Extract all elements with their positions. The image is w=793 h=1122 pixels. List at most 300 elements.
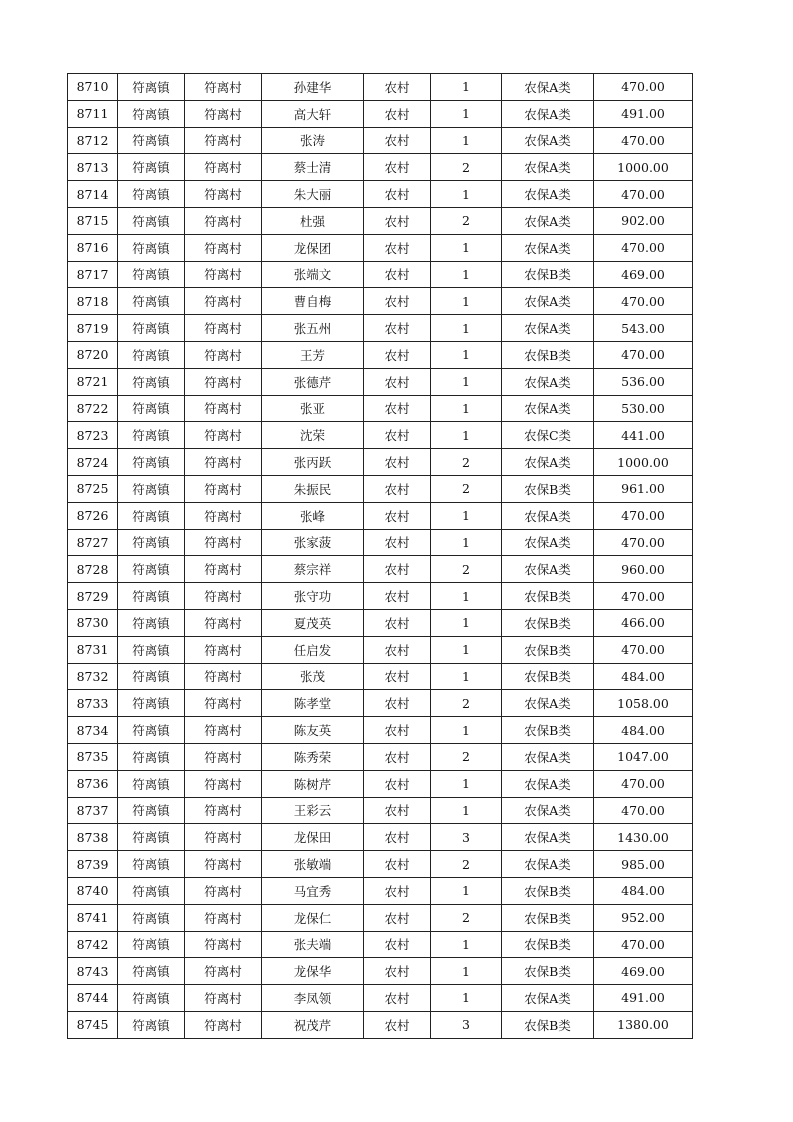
category-cell: 农保B类 [502,261,594,288]
category-cell: 农保A类 [502,851,594,878]
amount-cell: 470.00 [594,127,693,154]
row-number-cell: 8719 [68,315,118,342]
name-cell: 张家菠 [262,529,364,556]
row-number-cell: 8713 [68,154,118,181]
row-number-cell: 8727 [68,529,118,556]
area-type-cell: 农村 [364,851,431,878]
category-cell: 农保A类 [502,315,594,342]
amount-cell: 484.00 [594,663,693,690]
town-cell: 符离镇 [118,609,185,636]
amount-cell: 470.00 [594,234,693,261]
household-count-cell: 1 [431,288,502,315]
row-number-cell: 8737 [68,797,118,824]
row-number-cell: 8740 [68,877,118,904]
name-cell: 任启发 [262,636,364,663]
row-number-cell: 8717 [68,261,118,288]
table-row [68,931,693,958]
category-cell: 农保A类 [502,824,594,851]
town-cell: 符离镇 [118,636,185,663]
town-cell: 符离镇 [118,690,185,717]
amount-cell: 470.00 [594,341,693,368]
table-row [68,583,693,610]
area-type-cell: 农村 [364,717,431,744]
amount-cell: 491.00 [594,985,693,1012]
town-cell: 符离镇 [118,583,185,610]
village-cell: 符离村 [185,100,262,127]
amount-cell: 469.00 [594,261,693,288]
category-cell: 农保B类 [502,341,594,368]
village-cell: 符离村 [185,315,262,342]
row-number-cell: 8721 [68,368,118,395]
area-type-cell: 农村 [364,797,431,824]
household-count-cell: 1 [431,395,502,422]
name-cell: 张守功 [262,583,364,610]
name-cell: 蔡宗祥 [262,556,364,583]
amount-cell: 470.00 [594,770,693,797]
town-cell: 符离镇 [118,181,185,208]
name-cell: 龙保田 [262,824,364,851]
name-cell: 孙建华 [262,74,364,101]
area-type-cell: 农村 [364,931,431,958]
amount-cell: 470.00 [594,529,693,556]
town-cell: 符离镇 [118,100,185,127]
household-count-cell: 1 [431,609,502,636]
name-cell: 张峰 [262,502,364,529]
row-number-cell: 8745 [68,1011,118,1038]
row-number-cell: 8711 [68,100,118,127]
name-cell: 龙保团 [262,234,364,261]
table-row [68,502,693,529]
row-number-cell: 8744 [68,985,118,1012]
name-cell: 李凤领 [262,985,364,1012]
area-type-cell: 农村 [364,422,431,449]
row-number-cell: 8725 [68,475,118,502]
category-cell: 农保A类 [502,529,594,556]
area-type-cell: 农村 [364,261,431,288]
table-row [68,1011,693,1038]
row-number-cell: 8722 [68,395,118,422]
area-type-cell: 农村 [364,74,431,101]
category-cell: 农保A类 [502,395,594,422]
table-row [68,851,693,878]
village-cell: 符离村 [185,877,262,904]
amount-cell: 1047.00 [594,743,693,770]
name-cell: 龙保仁 [262,904,364,931]
household-count-cell: 2 [431,690,502,717]
category-cell: 农保A类 [502,449,594,476]
category-cell: 农保B类 [502,904,594,931]
table-row [68,422,693,449]
household-count-cell: 1 [431,663,502,690]
row-number-cell: 8723 [68,422,118,449]
area-type-cell: 农村 [364,583,431,610]
village-cell: 符离村 [185,690,262,717]
household-count-cell: 2 [431,556,502,583]
category-cell: 农保B类 [502,877,594,904]
amount-cell: 470.00 [594,181,693,208]
category-cell: 农保A类 [502,797,594,824]
amount-cell: 441.00 [594,422,693,449]
amount-cell: 1430.00 [594,824,693,851]
village-cell: 符离村 [185,368,262,395]
category-cell: 农保A类 [502,207,594,234]
village-cell: 符离村 [185,154,262,181]
town-cell: 符离镇 [118,127,185,154]
table-row [68,824,693,851]
name-cell: 张涛 [262,127,364,154]
amount-cell: 470.00 [594,74,693,101]
area-type-cell: 农村 [364,368,431,395]
area-type-cell: 农村 [364,315,431,342]
town-cell: 符离镇 [118,663,185,690]
household-count-cell: 1 [431,770,502,797]
name-cell: 张丙跃 [262,449,364,476]
area-type-cell: 农村 [364,288,431,315]
village-cell: 符离村 [185,529,262,556]
town-cell: 符离镇 [118,743,185,770]
household-count-cell: 1 [431,315,502,342]
town-cell: 符离镇 [118,261,185,288]
name-cell: 曹自梅 [262,288,364,315]
category-cell: 农保B类 [502,958,594,985]
category-cell: 农保A类 [502,127,594,154]
village-cell: 符离村 [185,74,262,101]
name-cell: 陈友英 [262,717,364,744]
household-count-cell: 1 [431,422,502,449]
area-type-cell: 农村 [364,877,431,904]
household-count-cell: 3 [431,1011,502,1038]
category-cell: 农保A类 [502,743,594,770]
row-number-cell: 8726 [68,502,118,529]
village-cell: 符离村 [185,395,262,422]
village-cell: 符离村 [185,1011,262,1038]
town-cell: 符离镇 [118,315,185,342]
village-cell: 符离村 [185,556,262,583]
row-number-cell: 8714 [68,181,118,208]
amount-cell: 530.00 [594,395,693,422]
name-cell: 王芳 [262,341,364,368]
household-count-cell: 3 [431,824,502,851]
household-count-cell: 1 [431,181,502,208]
category-cell: 农保B类 [502,475,594,502]
town-cell: 符离镇 [118,851,185,878]
table-row [68,449,693,476]
amount-cell: 470.00 [594,636,693,663]
amount-cell: 491.00 [594,100,693,127]
town-cell: 符离镇 [118,422,185,449]
row-number-cell: 8734 [68,717,118,744]
table-row [68,904,693,931]
amount-cell: 1000.00 [594,449,693,476]
name-cell: 陈孝堂 [262,690,364,717]
village-cell: 符离村 [185,207,262,234]
area-type-cell: 农村 [364,985,431,1012]
category-cell: 农保B类 [502,663,594,690]
area-type-cell: 农村 [364,127,431,154]
category-cell: 农保A类 [502,74,594,101]
name-cell: 高大轩 [262,100,364,127]
village-cell: 符离村 [185,743,262,770]
amount-cell: 470.00 [594,502,693,529]
name-cell: 张茂 [262,663,364,690]
household-count-cell: 1 [431,234,502,261]
town-cell: 符离镇 [118,717,185,744]
category-cell: 农保A类 [502,288,594,315]
row-number-cell: 8741 [68,904,118,931]
amount-cell: 543.00 [594,315,693,342]
household-count-cell: 2 [431,475,502,502]
area-type-cell: 农村 [364,824,431,851]
area-type-cell: 农村 [364,770,431,797]
row-number-cell: 8715 [68,207,118,234]
amount-cell: 470.00 [594,931,693,958]
row-number-cell: 8743 [68,958,118,985]
table-row [68,690,693,717]
name-cell: 陈秀荣 [262,743,364,770]
row-number-cell: 8730 [68,609,118,636]
household-count-cell: 1 [431,341,502,368]
village-cell: 符离村 [185,931,262,958]
table-row [68,717,693,744]
category-cell: 农保A类 [502,690,594,717]
amount-cell: 484.00 [594,717,693,744]
household-count-cell: 1 [431,261,502,288]
town-cell: 符离镇 [118,368,185,395]
household-count-cell: 2 [431,743,502,770]
village-cell: 符离村 [185,127,262,154]
category-cell: 农保A类 [502,368,594,395]
name-cell: 龙保华 [262,958,364,985]
table-row [68,127,693,154]
amount-cell: 1380.00 [594,1011,693,1038]
category-cell: 农保A类 [502,556,594,583]
row-number-cell: 8710 [68,74,118,101]
name-cell: 张五州 [262,315,364,342]
area-type-cell: 农村 [364,234,431,261]
household-count-cell: 2 [431,207,502,234]
category-cell: 农保A类 [502,234,594,261]
town-cell: 符离镇 [118,931,185,958]
village-cell: 符离村 [185,851,262,878]
village-cell: 符离村 [185,770,262,797]
town-cell: 符离镇 [118,904,185,931]
table-row [68,100,693,127]
town-cell: 符离镇 [118,154,185,181]
table-row [68,609,693,636]
name-cell: 马宜秀 [262,877,364,904]
amount-cell: 961.00 [594,475,693,502]
row-number-cell: 8739 [68,851,118,878]
table-row [68,770,693,797]
table-row [68,368,693,395]
name-cell: 祝茂芹 [262,1011,364,1038]
village-cell: 符离村 [185,609,262,636]
amount-cell: 952.00 [594,904,693,931]
household-count-cell: 1 [431,797,502,824]
town-cell: 符离镇 [118,288,185,315]
village-cell: 符离村 [185,797,262,824]
village-cell: 符离村 [185,583,262,610]
town-cell: 符离镇 [118,475,185,502]
amount-cell: 536.00 [594,368,693,395]
amount-cell: 1058.00 [594,690,693,717]
table-row [68,636,693,663]
area-type-cell: 农村 [364,636,431,663]
row-number-cell: 8728 [68,556,118,583]
amount-cell: 470.00 [594,797,693,824]
table-row [68,395,693,422]
village-cell: 符离村 [185,341,262,368]
category-cell: 农保B类 [502,609,594,636]
area-type-cell: 农村 [364,207,431,234]
area-type-cell: 农村 [364,743,431,770]
household-count-cell: 1 [431,368,502,395]
area-type-cell: 农村 [364,690,431,717]
name-cell: 张夫端 [262,931,364,958]
table-row [68,181,693,208]
category-cell: 农保C类 [502,422,594,449]
amount-cell: 484.00 [594,877,693,904]
row-number-cell: 8718 [68,288,118,315]
area-type-cell: 农村 [364,663,431,690]
row-number-cell: 8712 [68,127,118,154]
row-number-cell: 8733 [68,690,118,717]
name-cell: 沈荣 [262,422,364,449]
table-row [68,74,693,101]
household-count-cell: 1 [431,958,502,985]
household-count-cell: 1 [431,931,502,958]
area-type-cell: 农村 [364,556,431,583]
table-row [68,261,693,288]
town-cell: 符离镇 [118,502,185,529]
town-cell: 符离镇 [118,234,185,261]
area-type-cell: 农村 [364,154,431,181]
category-cell: 农保B类 [502,636,594,663]
name-cell: 张亚 [262,395,364,422]
household-count-cell: 1 [431,636,502,663]
row-number-cell: 8720 [68,341,118,368]
household-count-cell: 2 [431,904,502,931]
amount-cell: 469.00 [594,958,693,985]
household-count-cell: 1 [431,717,502,744]
data-table [67,73,693,1039]
amount-cell: 470.00 [594,288,693,315]
village-cell: 符离村 [185,502,262,529]
table-row [68,341,693,368]
row-number-cell: 8729 [68,583,118,610]
village-cell: 符离村 [185,234,262,261]
village-cell: 符离村 [185,449,262,476]
town-cell: 符离镇 [118,395,185,422]
table-row [68,797,693,824]
table-row [68,154,693,181]
row-number-cell: 8738 [68,824,118,851]
table-row [68,985,693,1012]
category-cell: 农保A类 [502,770,594,797]
village-cell: 符离村 [185,958,262,985]
row-number-cell: 8732 [68,663,118,690]
row-number-cell: 8735 [68,743,118,770]
amount-cell: 902.00 [594,207,693,234]
village-cell: 符离村 [185,663,262,690]
area-type-cell: 农村 [364,904,431,931]
table-row [68,529,693,556]
name-cell: 朱振民 [262,475,364,502]
area-type-cell: 农村 [364,475,431,502]
town-cell: 符离镇 [118,1011,185,1038]
household-count-cell: 1 [431,502,502,529]
name-cell: 陈树芹 [262,770,364,797]
category-cell: 农保B类 [502,717,594,744]
town-cell: 符离镇 [118,207,185,234]
table-row [68,663,693,690]
amount-cell: 470.00 [594,583,693,610]
category-cell: 农保B类 [502,931,594,958]
name-cell: 朱大丽 [262,181,364,208]
category-cell: 农保A类 [502,985,594,1012]
table-row [68,234,693,261]
town-cell: 符离镇 [118,877,185,904]
name-cell: 夏茂英 [262,609,364,636]
household-count-cell: 1 [431,985,502,1012]
household-count-cell: 2 [431,449,502,476]
table-row [68,315,693,342]
area-type-cell: 农村 [364,529,431,556]
row-number-cell: 8736 [68,770,118,797]
town-cell: 符离镇 [118,529,185,556]
area-type-cell: 农村 [364,609,431,636]
village-cell: 符离村 [185,904,262,931]
table-row [68,556,693,583]
category-cell: 农保A类 [502,181,594,208]
town-cell: 符离镇 [118,74,185,101]
village-cell: 符离村 [185,824,262,851]
household-count-cell: 1 [431,127,502,154]
row-number-cell: 8724 [68,449,118,476]
category-cell: 农保A类 [502,100,594,127]
town-cell: 符离镇 [118,958,185,985]
table-row [68,958,693,985]
town-cell: 符离镇 [118,824,185,851]
household-count-cell: 2 [431,851,502,878]
table-row [68,475,693,502]
town-cell: 符离镇 [118,985,185,1012]
amount-cell: 985.00 [594,851,693,878]
table-row [68,207,693,234]
household-count-cell: 1 [431,529,502,556]
town-cell: 符离镇 [118,556,185,583]
village-cell: 符离村 [185,985,262,1012]
village-cell: 符离村 [185,422,262,449]
area-type-cell: 农村 [364,395,431,422]
row-number-cell: 8716 [68,234,118,261]
town-cell: 符离镇 [118,770,185,797]
row-number-cell: 8742 [68,931,118,958]
category-cell: 农保B类 [502,583,594,610]
amount-cell: 960.00 [594,556,693,583]
household-count-cell: 1 [431,74,502,101]
household-count-cell: 2 [431,154,502,181]
household-count-cell: 1 [431,583,502,610]
household-count-cell: 1 [431,100,502,127]
amount-cell: 466.00 [594,609,693,636]
town-cell: 符离镇 [118,449,185,476]
area-type-cell: 农村 [364,341,431,368]
name-cell: 张德芹 [262,368,364,395]
name-cell: 张端文 [262,261,364,288]
name-cell: 杜强 [262,207,364,234]
amount-cell: 1000.00 [594,154,693,181]
